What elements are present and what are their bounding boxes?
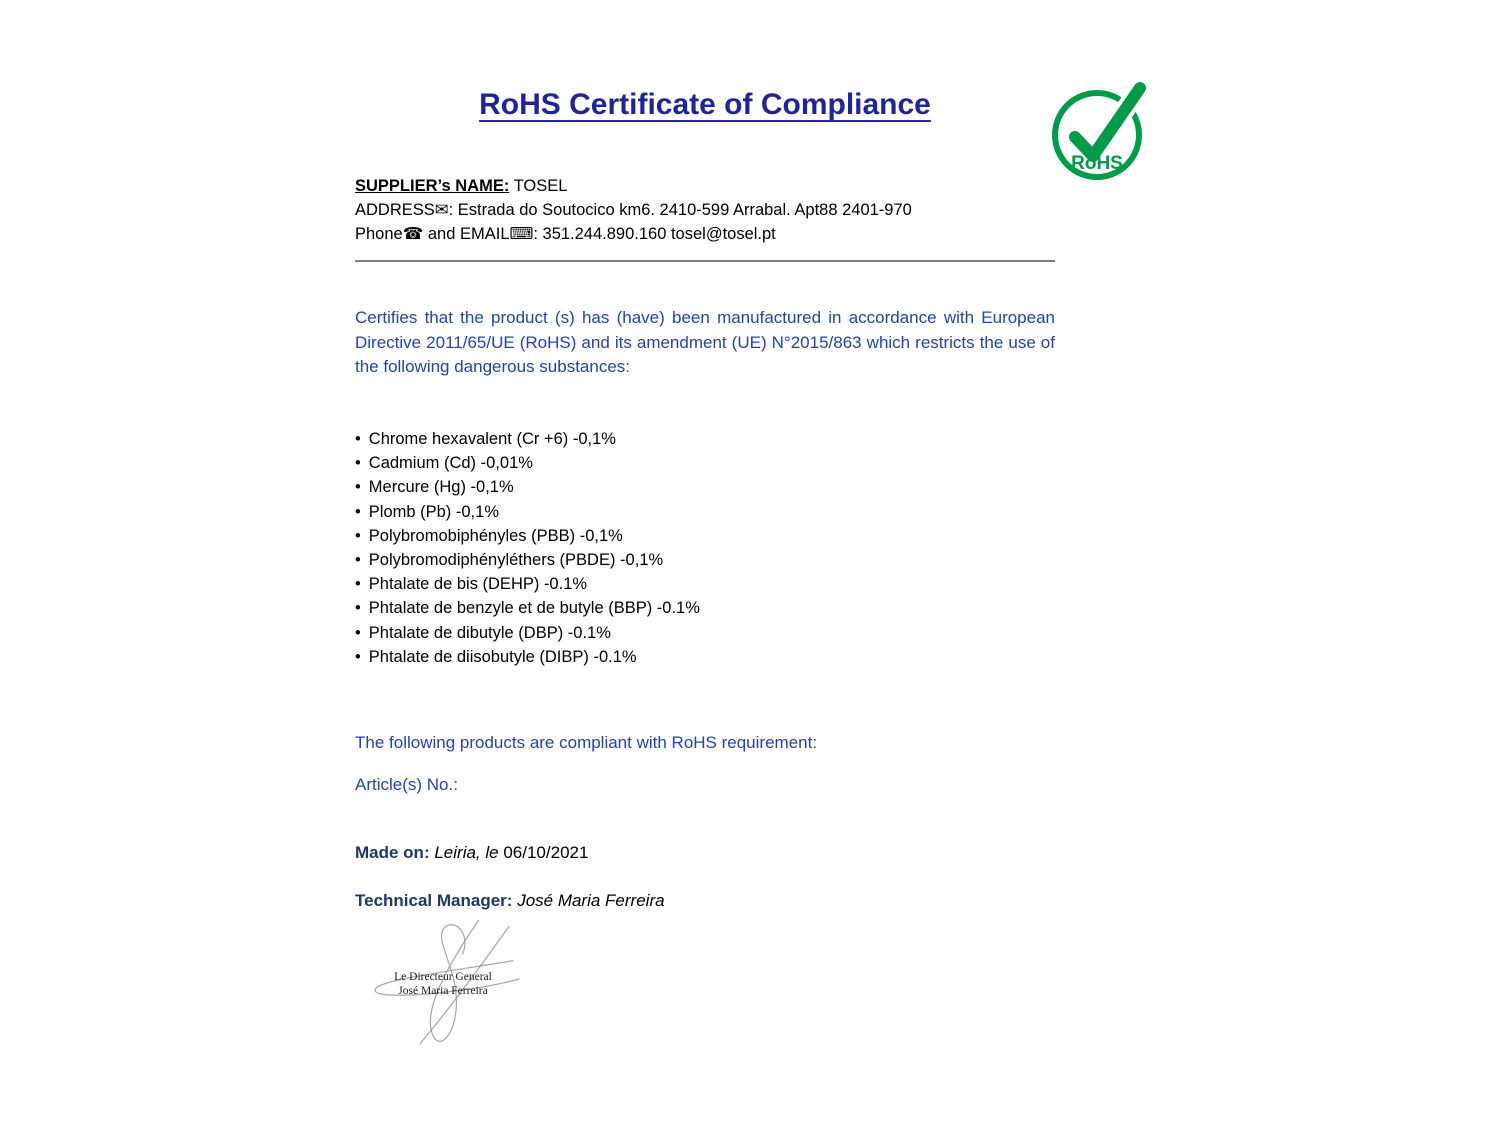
- substance-item: • Plomb (Pb) -0,1%: [355, 500, 1055, 524]
- made-on-line: [355, 843, 1055, 863]
- address-value: : Estrada do Soutocico km6. 2410-599 Arrabal. Apt88 2401-970: [448, 201, 912, 219]
- substance-item: • Phtalate de benzyle et de butyle (BBP) -0.1%: [355, 596, 1055, 620]
- signature-block: [358, 920, 563, 1052]
- supplier-contact-line: [355, 222, 1055, 246]
- substance-list: [355, 427, 1055, 669]
- computer-icon: ⌨: [509, 224, 534, 243]
- supplier-info: [355, 174, 1055, 246]
- document-title-text: RoHS Certificate of Compliance: [479, 88, 931, 121]
- made-on-date: 06/10/2021: [503, 843, 589, 862]
- substance-item: • Cadmium (Cd) -0,01%: [355, 451, 1055, 475]
- supplier-name-value: TOSEL: [513, 177, 568, 195]
- substance-item: • Polybromobiphényles (PBB) -0,1%: [355, 524, 1055, 548]
- article-number-label: Article(s) No.:: [355, 775, 458, 794]
- email-label: and EMAIL: [427, 225, 510, 243]
- technical-manager-name: José Maria Ferreira: [517, 891, 665, 910]
- made-on-label: Made on:: [355, 843, 430, 862]
- substance-item: • Phtalate de diisobutyle (DIBP) -0.1%: [355, 645, 1055, 669]
- technical-manager-label: Technical Manager:: [355, 891, 513, 910]
- divider-line: [355, 260, 1055, 262]
- rohs-logo: [1050, 80, 1150, 186]
- rohs-logo-label: RoHS: [1071, 153, 1123, 174]
- made-on-place: Leiria, le: [434, 843, 499, 862]
- compliance-statement: The following products are compliant with RoHS requirement:: [355, 733, 818, 752]
- phone-icon: ☎: [402, 224, 424, 243]
- supplier-address-line: [355, 198, 1055, 222]
- supplier-name-line: [355, 174, 1055, 198]
- signature-name: José Maria Ferreira: [398, 985, 488, 997]
- substance-item: • Chrome hexavalent (Cr +6) -0,1%: [355, 427, 1055, 451]
- signature-title: Le Directeur General: [394, 971, 492, 983]
- contact-value: : 351.244.890.160 tosel@tosel.pt: [533, 225, 776, 243]
- document-title: [355, 88, 1055, 122]
- envelope-icon: ✉: [434, 200, 449, 219]
- substance-item: • Phtalate de dibutyle (DBP) -0.1%: [355, 621, 1055, 645]
- substance-item: • Polybromodiphényléthers (PBDE) -0,1%: [355, 548, 1055, 572]
- rohs-check-icon: [1050, 80, 1150, 186]
- signature-text: [368, 970, 518, 998]
- certification-statement: Certifies that the product (s) has (have) been manufactured in accordance with European Directive 2011/65/UE (RoHS) and its amendment (UE) N°2015/863 which restricts the use of the following dangerous substances:: [355, 308, 1055, 376]
- supplier-name-label: SUPPLIER’s NAME:: [355, 177, 510, 195]
- substance-item: • Mercure (Hg) -0,1%: [355, 475, 1055, 499]
- technical-manager-line: [355, 891, 1055, 911]
- address-label: ADDRESS: [355, 201, 435, 219]
- phone-label: Phone: [355, 225, 403, 243]
- substance-item: • Phtalate de bis (DEHP) -0.1%: [355, 572, 1055, 596]
